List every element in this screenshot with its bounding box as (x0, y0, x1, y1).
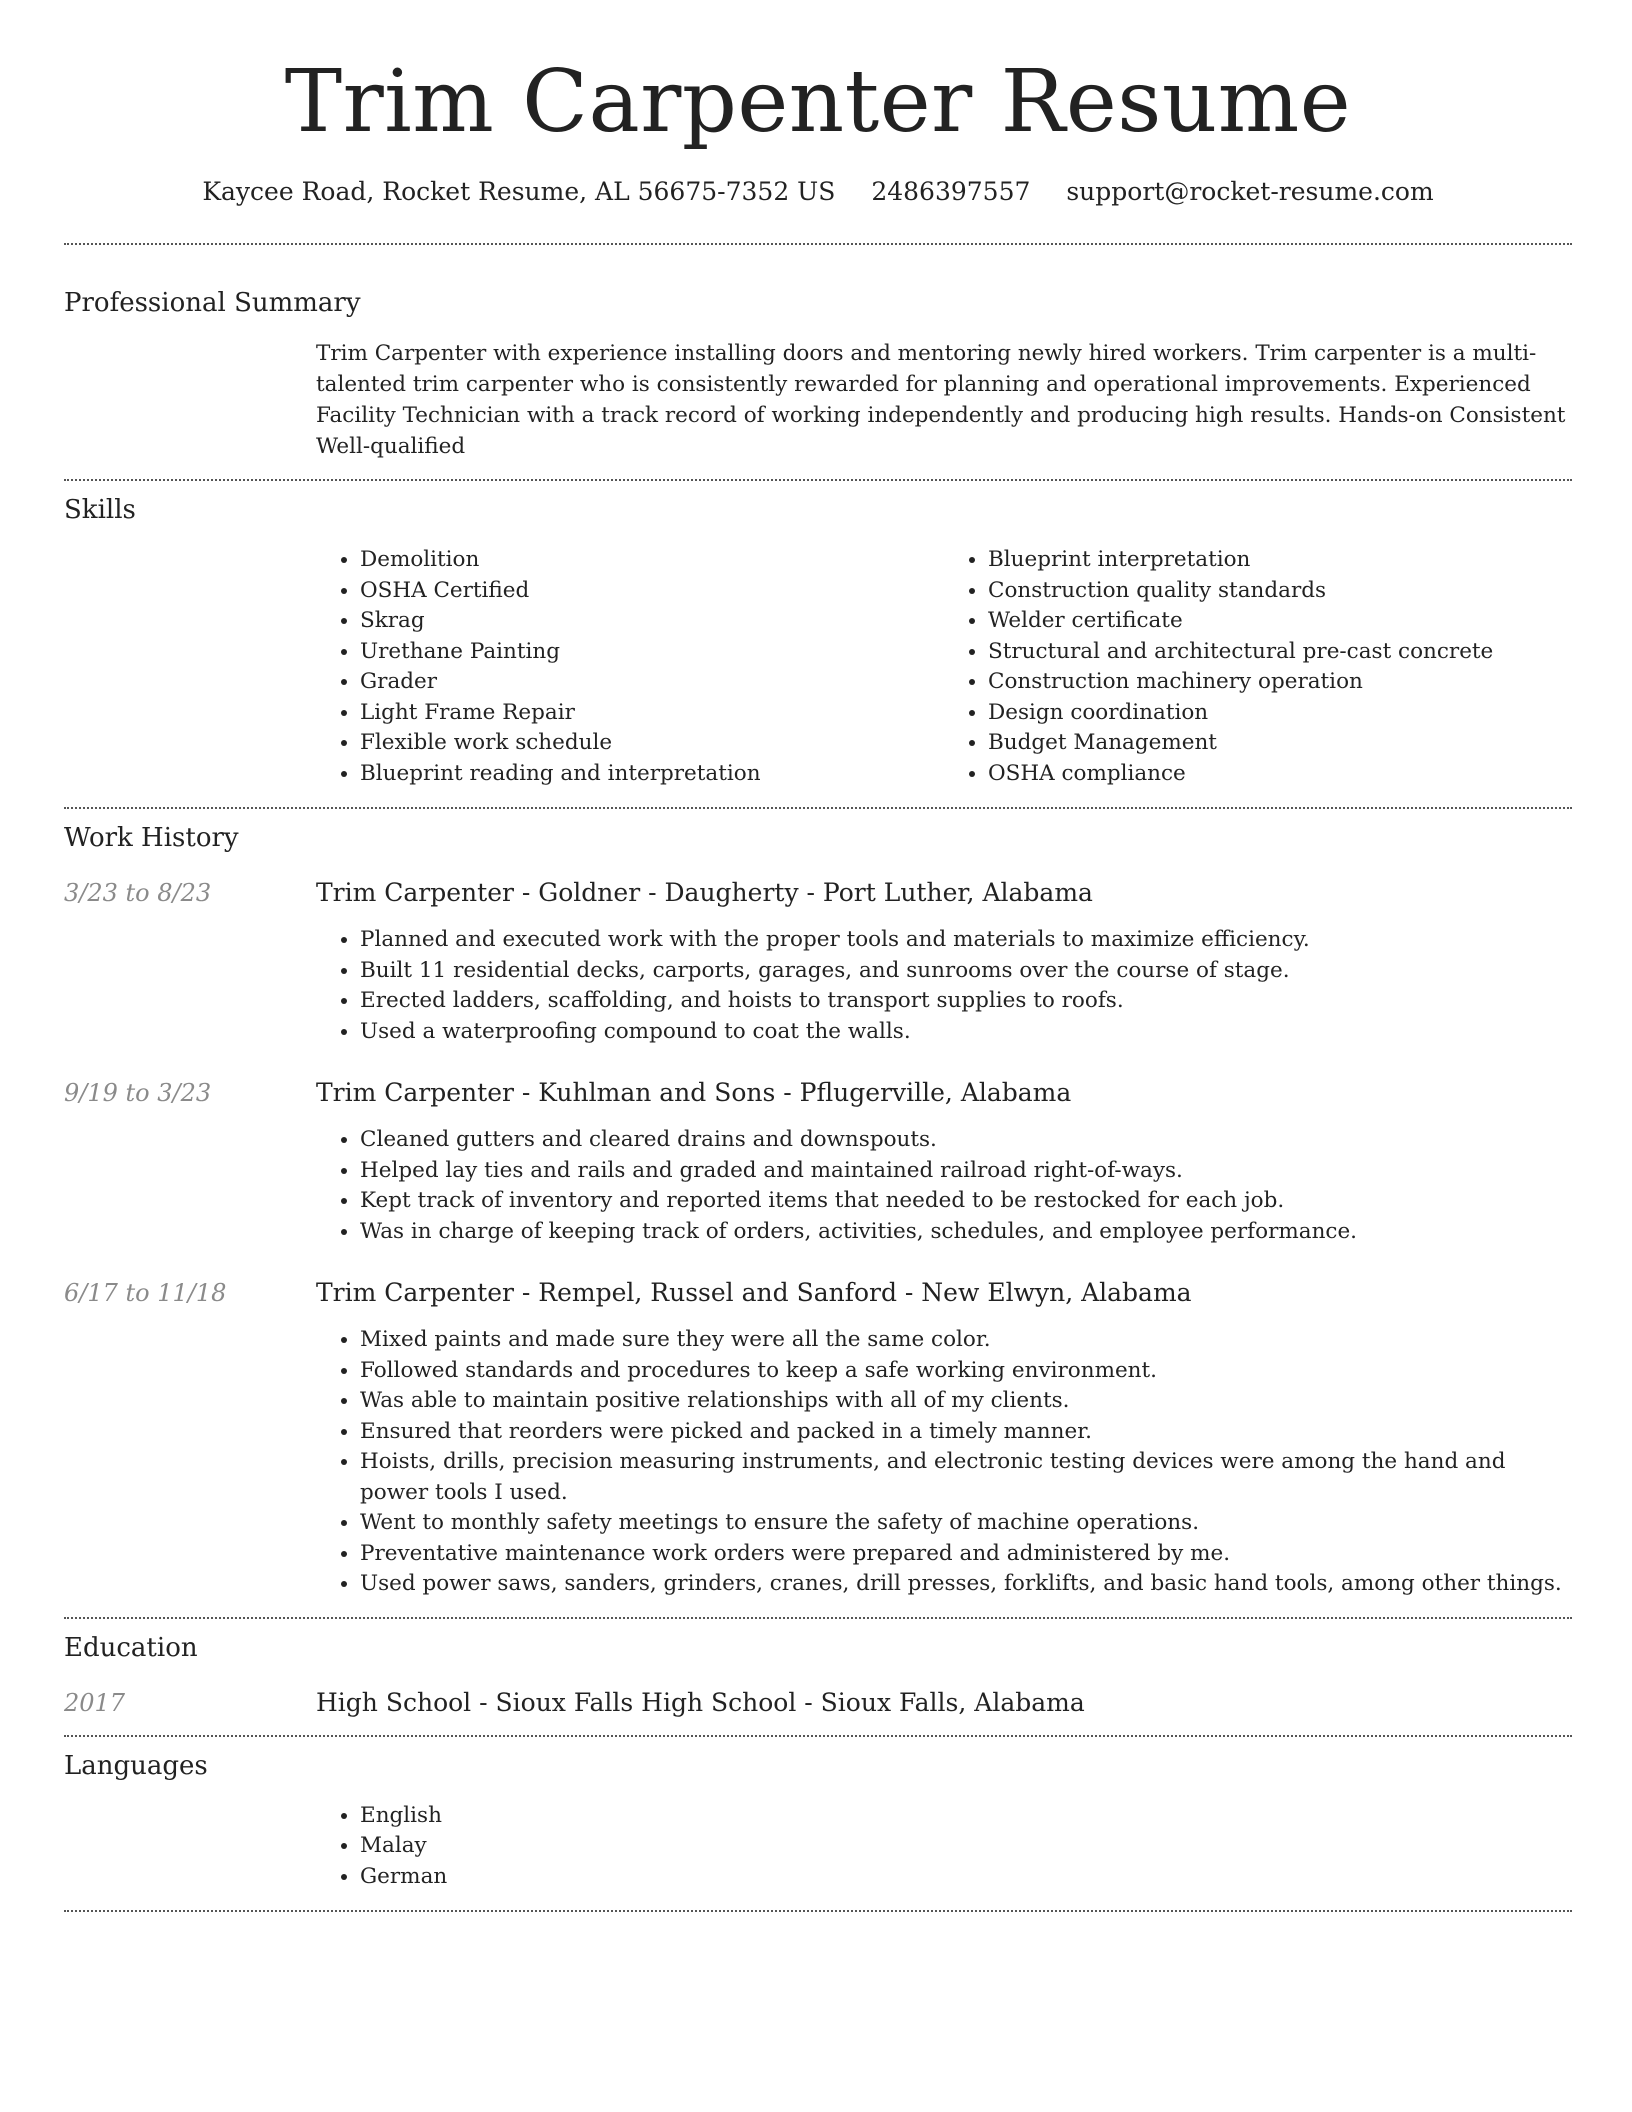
job-bullet: • Followed standards and procedures to keep a safe working environment. (360, 1356, 1572, 1387)
job-title: Trim Carpenter - Goldner - Daugherty - Port Luther, Alabama (316, 878, 1093, 907)
resume-title: Trim Carpenter Resume (284, 52, 1352, 152)
education-text: High School - Sioux Falls High School - Sioux Falls, Alabama (316, 1687, 1085, 1717)
job-bullet: • Helped lay ties and rails and graded and maintained railroad right-of-ways. (360, 1156, 1572, 1187)
skills-list-left (316, 545, 944, 789)
skill-item: • Urethane Painting (360, 637, 944, 668)
section-title-skills: Skills (64, 495, 136, 525)
education-entry (64, 1687, 1572, 1719)
skill-item: • Welder certificate (988, 606, 1572, 637)
skill-item: • Demolition (360, 545, 944, 576)
job-bullet: • Preventative maintenance work orders were prepared and administered by me. (360, 1539, 1572, 1570)
job-entry (64, 1077, 1572, 1247)
job-bullet: • Planned and executed work with the proper tools and materials to maximize efficiency. (360, 925, 1572, 956)
language-item: • Malay (360, 1831, 1572, 1862)
email: support@rocket-resume.com (1066, 177, 1434, 206)
skill-item: • Design coordination (988, 698, 1572, 729)
job-bullet: • Hoists, drills, precision measuring instruments, and electronic testing devices were among the hand and power tools I used. (360, 1447, 1572, 1508)
language-item: • German (360, 1862, 1572, 1893)
job-bullet: • Kept track of inventory and reported items that needed to be restocked for each job. (360, 1186, 1572, 1217)
job-entry (64, 1277, 1572, 1600)
job-bullet: • Was in charge of keeping track of orders, activities, schedules, and employee performance. (360, 1217, 1572, 1248)
skill-item: • OSHA Certified (360, 576, 944, 607)
phone: 2486397557 (871, 177, 1031, 206)
skill-item: • Structural and architectural pre-cast concrete (988, 637, 1572, 668)
job-bullet: • Ensured that reorders were picked and packed in a timely manner. (360, 1417, 1572, 1448)
job-bullet: • Used power saws, sanders, grinders, cranes, drill presses, forklifts, and basic hand tools, among other things. (360, 1569, 1572, 1600)
skill-item: • Light Frame Repair (360, 698, 944, 729)
job-title: Trim Carpenter - Rempel, Russel and Sanford - New Elwyn, Alabama (316, 1278, 1192, 1307)
job-title: Trim Carpenter - Kuhlman and Sons - Pflugerville, Alabama (316, 1078, 1072, 1107)
skill-item: • OSHA compliance (988, 759, 1572, 790)
job-bullet: • Was able to maintain positive relationships with all of my clients. (360, 1386, 1572, 1417)
job-bullets (316, 1125, 1572, 1247)
jobs-list (64, 877, 1572, 1600)
section-title-languages: Languages (64, 1750, 208, 1781)
job-bullets (316, 1325, 1572, 1600)
section-title-work: Work History (64, 823, 239, 853)
skills-section (64, 481, 1572, 789)
job-entry (64, 877, 1572, 1047)
job-bullet: • Erected ladders, scaffolding, and hoists to transport supplies to roofs. (360, 986, 1572, 1017)
job-bullet: • Mixed paints and made sure they were all the same color. (360, 1325, 1572, 1356)
job-bullet: • Built 11 residential decks, carports, garages, and sunrooms over the course of stage. (360, 956, 1572, 987)
contact-line (64, 176, 1572, 208)
skills-list-right (944, 545, 1572, 789)
resume-page (64, 0, 1572, 1912)
divider (64, 1910, 1572, 1912)
languages-section (64, 1737, 1572, 1893)
summary-section (64, 245, 1572, 462)
job-bullet: • Cleaned gutters and cleared drains and downspouts. (360, 1125, 1572, 1156)
address: Kaycee Road, Rocket Resume, AL 56675-7352 US (202, 177, 836, 206)
work-section (64, 809, 1572, 1600)
section-title-education: Education (64, 1632, 198, 1663)
job-bullets (316, 925, 1572, 1047)
job-date: 6/17 to 11/18 (64, 1279, 227, 1307)
education-section (64, 1619, 1572, 1719)
job-date: 9/19 to 3/23 (64, 1079, 212, 1107)
job-bullet: • Went to monthly safety meetings to ensure the safety of machine operations. (360, 1508, 1572, 1539)
skill-item: • Construction quality standards (988, 576, 1572, 607)
skill-item: • Grader (360, 667, 944, 698)
skill-item: • Construction machinery operation (988, 667, 1572, 698)
skill-item: • Blueprint reading and interpretation (360, 759, 944, 790)
skill-item: • Flexible work schedule (360, 728, 944, 759)
languages-list (316, 1801, 1572, 1893)
summary-text: Trim Carpenter with experience installing doors and mentoring newly hired workers. Trim carpenter is a multi-talented trim carpenter who is consistently rewarded for planning and operational improvements. Experienced Facility Technician with a track record of working independently and producing high results. Hands-on Consistent Well-qualified (316, 341, 1566, 459)
section-title-summary: Professional Summary (64, 288, 361, 318)
skill-item: • Skrag (360, 606, 944, 637)
job-date: 3/23 to 8/23 (64, 879, 212, 907)
skill-item: • Blueprint interpretation (988, 545, 1572, 576)
language-item: • English (360, 1801, 1572, 1832)
skill-item: • Budget Management (988, 728, 1572, 759)
job-bullet: • Used a waterproofing compound to coat the walls. (360, 1017, 1572, 1048)
education-date: 2017 (64, 1688, 126, 1717)
